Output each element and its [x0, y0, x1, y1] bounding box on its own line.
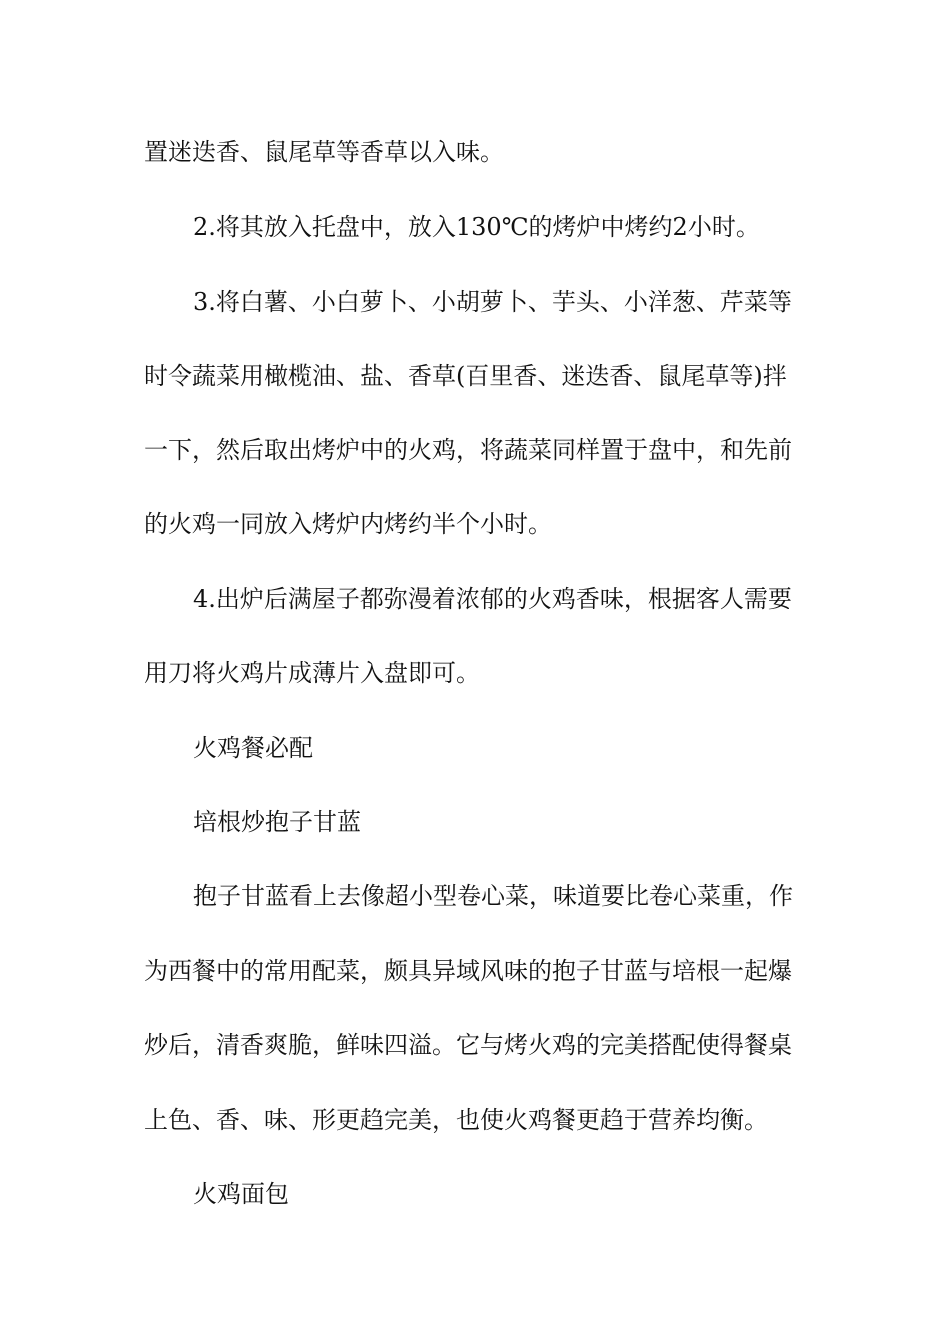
paragraph-line: 置迷迭香、鼠尾草等香草以入味。: [144, 138, 504, 166]
paragraph-line: 为西餐中的常用配菜，颇具异域风味的抱子甘蓝与培根一起爆: [144, 957, 792, 985]
section-heading: 火鸡餐必配: [193, 734, 313, 762]
paragraph-line: 上色、香、味、形更趋完美，也使火鸡餐更趋于营养均衡。: [144, 1106, 768, 1134]
paragraph-line: 一下，然后取出烤炉中的火鸡，将蔬菜同样置于盘中，和先前: [144, 436, 792, 464]
step-4-line: 4.出炉后满屋子都弥漫着浓郁的火鸡香味，根据客人需要: [193, 585, 792, 613]
subsection-heading: 培根炒抱子甘蓝: [193, 808, 361, 836]
step-2-line: 2.将其放入托盘中，放入130℃的烤炉中烤约2小时。: [193, 213, 760, 241]
paragraph-line: 炒后，清香爽脆，鲜味四溢。它与烤火鸡的完美搭配使得餐桌: [144, 1031, 792, 1059]
step-3-line: 3.将白薯、小白萝卜、小胡萝卜、芋头、小洋葱、芹菜等: [193, 288, 792, 316]
paragraph-line: 时令蔬菜用橄榄油、盐、香草(百里香、迷迭香、鼠尾草等)拌: [144, 362, 787, 390]
subsection-heading: 火鸡面包: [193, 1180, 289, 1208]
paragraph-line: 的火鸡一同放入烤炉内烤约半个小时。: [144, 510, 552, 538]
paragraph-line: 抱子甘蓝看上去像超小型卷心菜，味道要比卷心菜重，作: [193, 882, 793, 910]
paragraph-line: 用刀将火鸡片成薄片入盘即可。: [144, 659, 480, 687]
